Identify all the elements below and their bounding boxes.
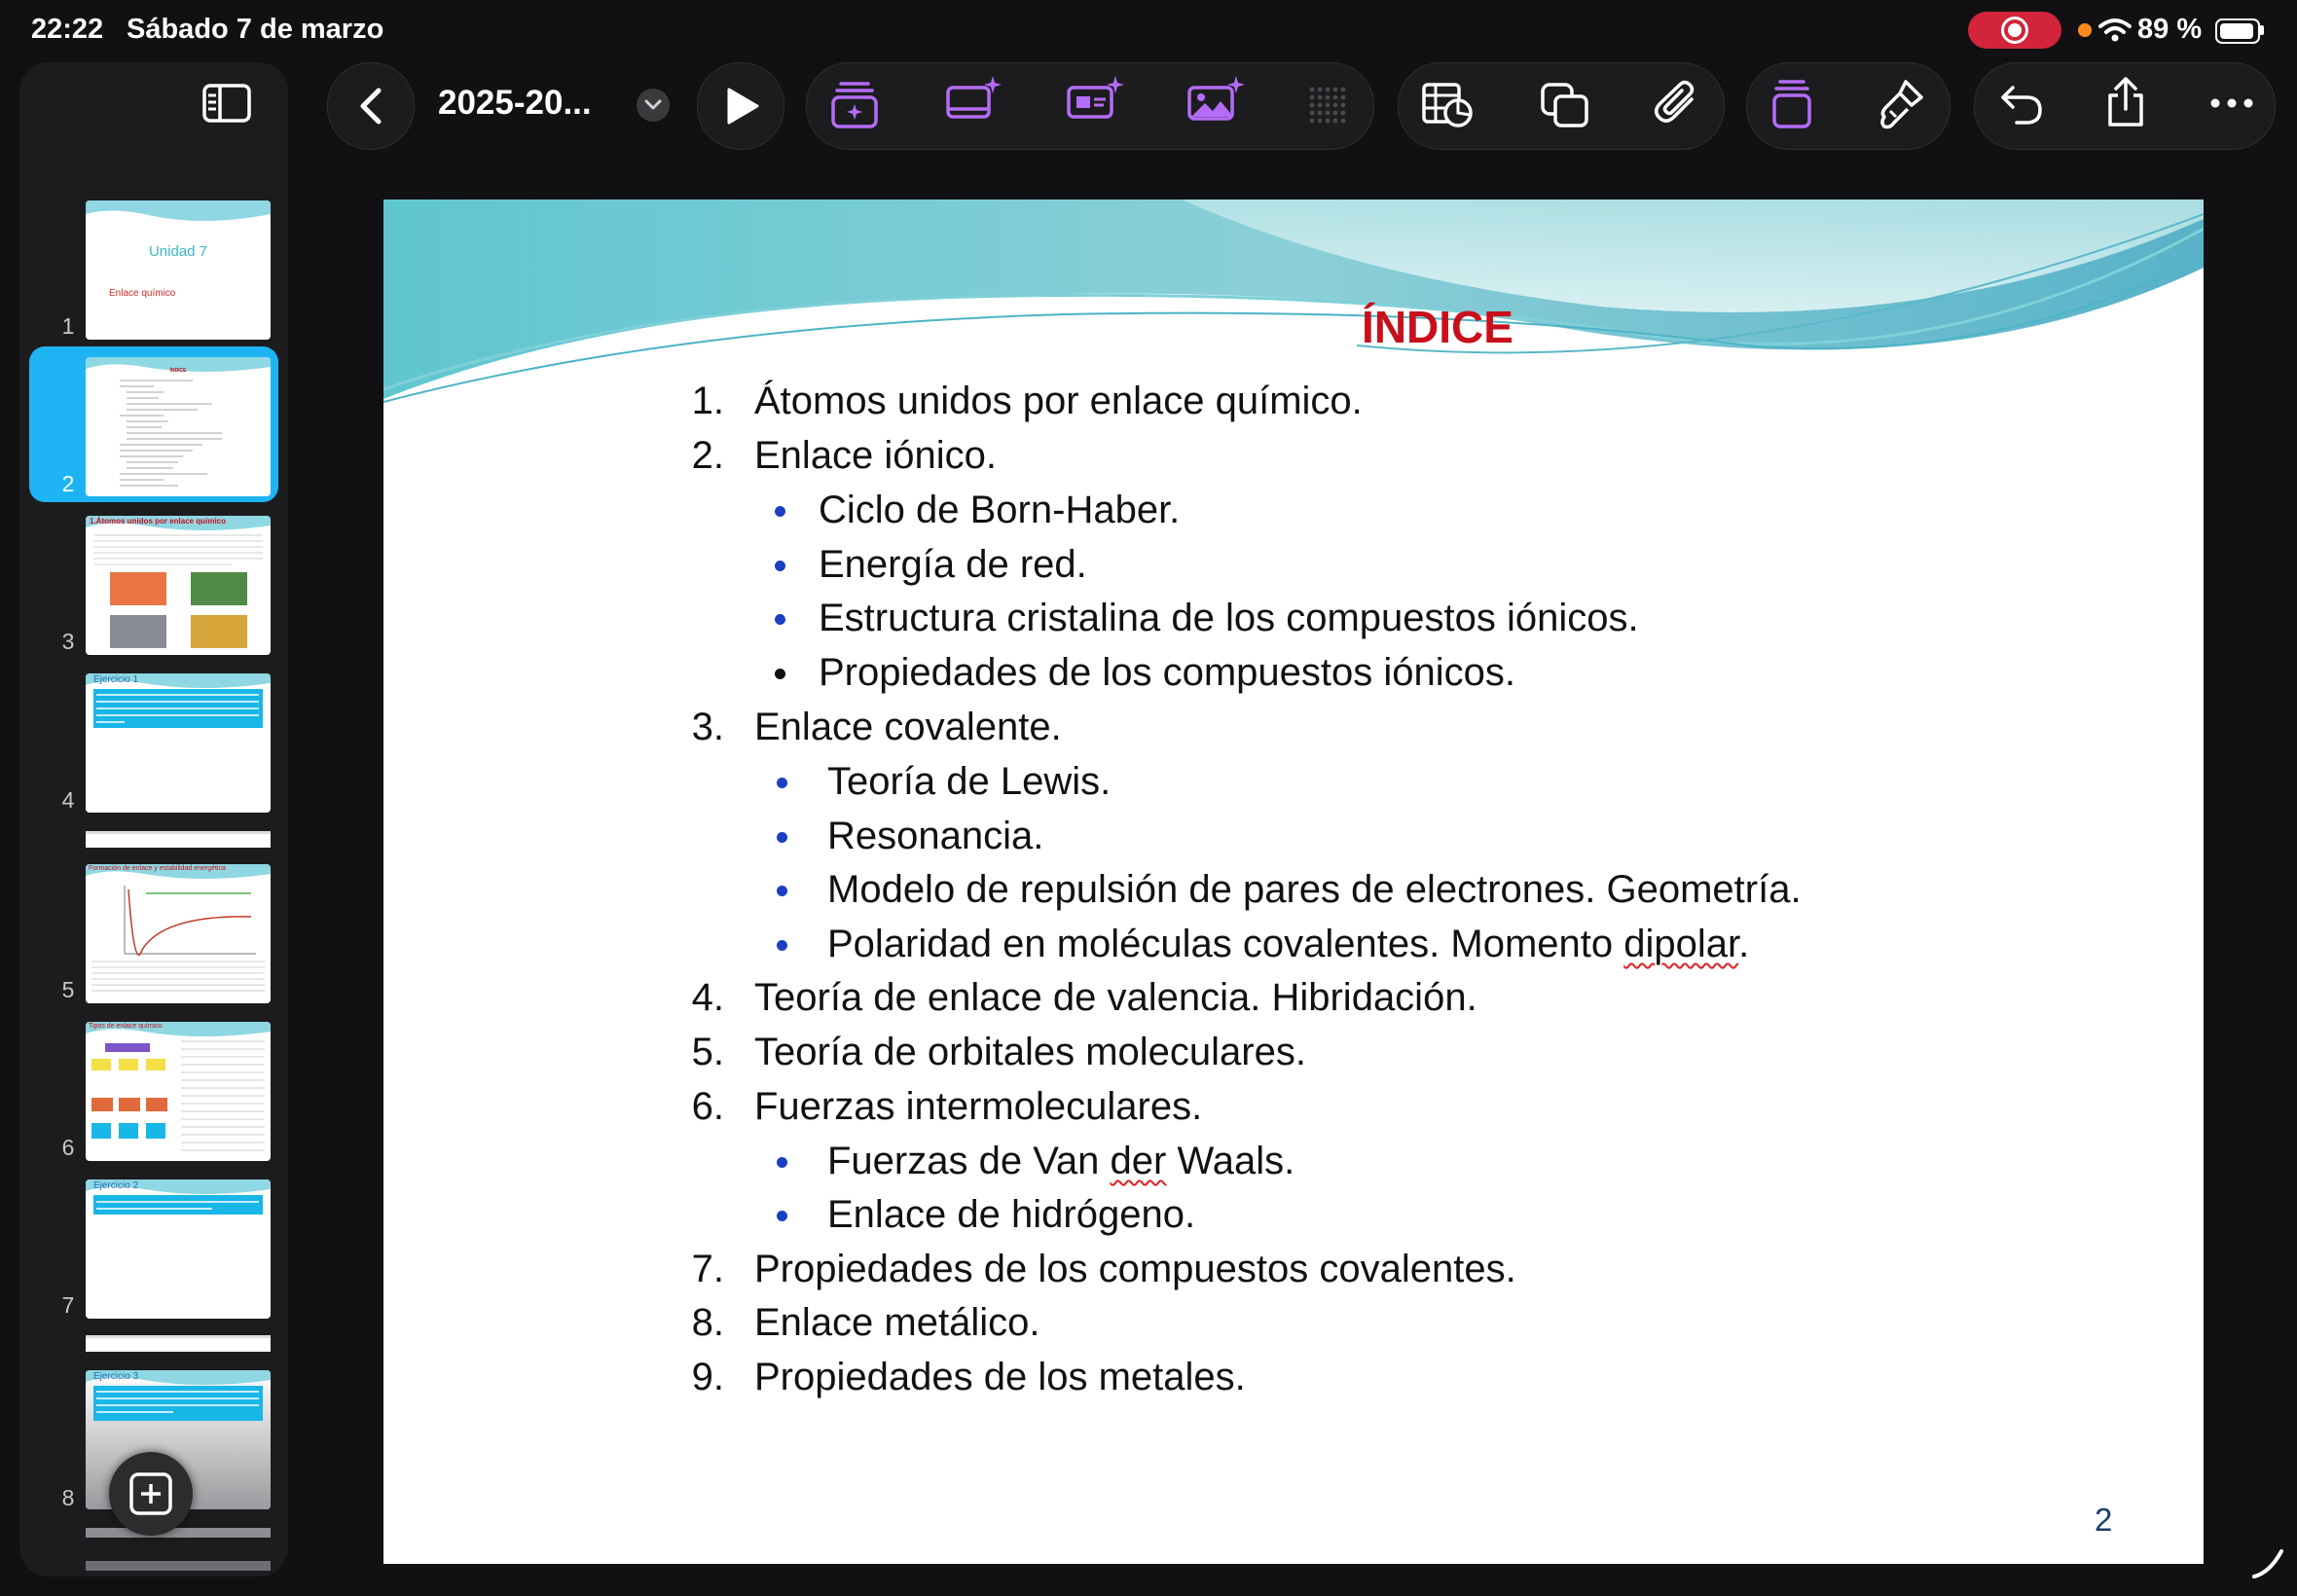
thumb-title: Formación de enlace y estabilidad energética (89, 865, 226, 872)
slide-stack-sparkle-icon[interactable] (829, 78, 880, 130)
text-box-sparkle-icon[interactable] (1065, 74, 1127, 125)
slide-title-text: ÍNDICE (1362, 302, 1513, 352)
bullet (777, 940, 787, 951)
slide-number-3: 3 (61, 629, 75, 654)
slide-number-1: 1 (61, 313, 75, 339)
list-number: 6. (691, 1085, 724, 1128)
thumb-title: Unidad 7 (148, 243, 208, 260)
index-subitem[interactable]: Propiedades de los compuestos iónicos. (819, 651, 1515, 694)
bullet (777, 1211, 787, 1221)
sidebar-toggle-icon[interactable] (202, 84, 251, 123)
list-number: 5. (691, 1031, 724, 1073)
index-subitem[interactable]: Energía de red. (819, 543, 1087, 586)
pencil-corner-icon[interactable] (2250, 1545, 2285, 1580)
text-segment: Waals. (1166, 1140, 1295, 1182)
thumb-title: ÍNDICE (169, 368, 187, 374)
bullet (775, 561, 785, 571)
slide-thumbnail-7[interactable] (86, 1179, 271, 1319)
list-number: 1. (691, 380, 724, 422)
undo-icon[interactable] (1999, 82, 2044, 127)
slide-thumbnail-4[interactable] (86, 673, 271, 813)
status-time: 22:22 (31, 14, 104, 45)
chevron-left-icon (355, 87, 386, 126)
slide-number-8: 8 (61, 1485, 75, 1510)
thumbnail-stack-edge (86, 1528, 271, 1538)
chevron-down-icon (644, 98, 662, 112)
index-item[interactable]: Teoría de orbitales moleculares. (754, 1031, 1306, 1073)
play-button[interactable] (697, 62, 784, 150)
thumb-subtitle: Enlace químico (109, 288, 176, 299)
share-icon[interactable] (2104, 76, 2147, 128)
index-item[interactable]: Enlace covalente. (754, 706, 1062, 748)
thumbnail-stack-edge (86, 1335, 271, 1352)
bullet (775, 506, 785, 517)
index-subitem[interactable]: Modelo de repulsión de pares de electrones. Geometría. (827, 868, 1802, 911)
status-date: Sábado 7 de marzo (127, 14, 384, 45)
battery-icon (2215, 18, 2260, 44)
index-item[interactable]: Enlace metálico. (754, 1301, 1040, 1344)
text-segment: . (1738, 923, 1750, 965)
index-subitem[interactable]: Teoría de Lewis. (827, 760, 1112, 803)
mic-in-use-indicator (2078, 23, 2092, 37)
slide-number-4: 4 (61, 787, 75, 813)
spelling-flagged-word[interactable]: der (1110, 1140, 1167, 1182)
thumb-title: Ejercicio 2 (93, 1180, 139, 1191)
bullet (777, 778, 787, 788)
list-number: 3. (691, 706, 724, 748)
slide-number-6: 6 (61, 1135, 75, 1160)
shapes-icon[interactable] (1540, 82, 1590, 128)
index-subitem[interactable]: Ciclo de Born-Haber. (819, 489, 1181, 531)
slide-thumbnail-2[interactable] (86, 357, 271, 496)
text-segment: Polaridad en moléculas covalentes. Momento (827, 923, 1624, 965)
index-item[interactable]: Átomos unidos por enlace químico. (754, 380, 1363, 422)
more-icon[interactable] (2209, 97, 2254, 109)
slide-thumbnail-6[interactable] (86, 1022, 271, 1161)
wifi-icon (2098, 18, 2132, 43)
bullet (777, 886, 787, 896)
bullet (775, 614, 785, 625)
index-item[interactable]: Teoría de enlace de valencia. Hibridación. (754, 976, 1477, 1019)
index-item[interactable]: Propiedades de los compuestos covalentes. (754, 1248, 1516, 1290)
record-dot (2008, 23, 2022, 37)
thumb-title: 1.Átomos unidos por enlace químico (90, 517, 227, 526)
battery-tip (2260, 25, 2264, 35)
index-subitem[interactable] (827, 1140, 1294, 1183)
bullet (775, 669, 785, 679)
thumbnail-stack-edge (86, 831, 271, 848)
text-segment: Fuerzas de Van (827, 1140, 1111, 1182)
index-item[interactable]: Fuerzas intermoleculares. (754, 1085, 1203, 1128)
index-subitem[interactable] (827, 923, 1749, 966)
thumb-title: Ejercicio 1 (93, 674, 139, 685)
list-number: 8. (691, 1301, 724, 1344)
slide-navigator[interactable] (19, 62, 288, 1577)
index-item[interactable]: Enlace iónico. (754, 434, 998, 477)
index-subitem[interactable]: Estructura cristalina de los compuestos iónicos. (819, 597, 1639, 639)
spelling-flagged-word[interactable]: dipolar (1623, 923, 1739, 965)
slide-sparkle-icon[interactable] (944, 74, 1004, 125)
slide-number-5: 5 (61, 977, 75, 1002)
back-button[interactable] (327, 62, 415, 150)
slide-page-number: 2 (2095, 1502, 2113, 1538)
thumb-title: Ejercicio 3 (93, 1371, 139, 1382)
slide-thumbnail-5[interactable] (86, 864, 271, 1003)
list-number: 9. (691, 1356, 724, 1398)
slide-number-2: 2 (61, 471, 75, 496)
battery-percentage: 89 % (2137, 14, 2203, 45)
slide-number-7: 7 (61, 1292, 75, 1318)
index-item[interactable]: Propiedades de los metales. (754, 1356, 1246, 1398)
format-panel-icon[interactable] (1771, 78, 1812, 130)
list-number: 7. (691, 1248, 724, 1290)
paperclip-icon[interactable] (1653, 80, 1701, 130)
play-icon (725, 87, 760, 126)
grid-dots-icon[interactable] (1308, 86, 1347, 125)
slide-thumbnail-1[interactable] (86, 200, 271, 340)
index-subitem[interactable]: Enlace de hidrógeno. (827, 1193, 1196, 1236)
plus-square-icon (128, 1471, 173, 1516)
list-number: 2. (691, 434, 724, 477)
image-sparkle-icon[interactable] (1185, 74, 1248, 125)
slide-thumbnail-3[interactable] (86, 516, 271, 655)
document-menu-button[interactable] (637, 89, 670, 122)
add-slide-button[interactable] (109, 1452, 193, 1536)
bullet (777, 1157, 787, 1168)
document-title[interactable]: 2025-20... (438, 84, 592, 122)
bullet (777, 832, 787, 843)
index-subitem[interactable]: Resonancia. (827, 815, 1044, 857)
table-chart-icon[interactable] (1421, 82, 1476, 128)
thumbnail-stack-edge (86, 1561, 271, 1571)
thumb-title: Tipos de enlace químico (89, 1023, 163, 1030)
slide-title[interactable] (383, 301, 2204, 353)
paintbrush-icon[interactable] (1877, 78, 1925, 130)
list-number: 4. (691, 976, 724, 1019)
slide-canvas[interactable] (383, 200, 2204, 1564)
